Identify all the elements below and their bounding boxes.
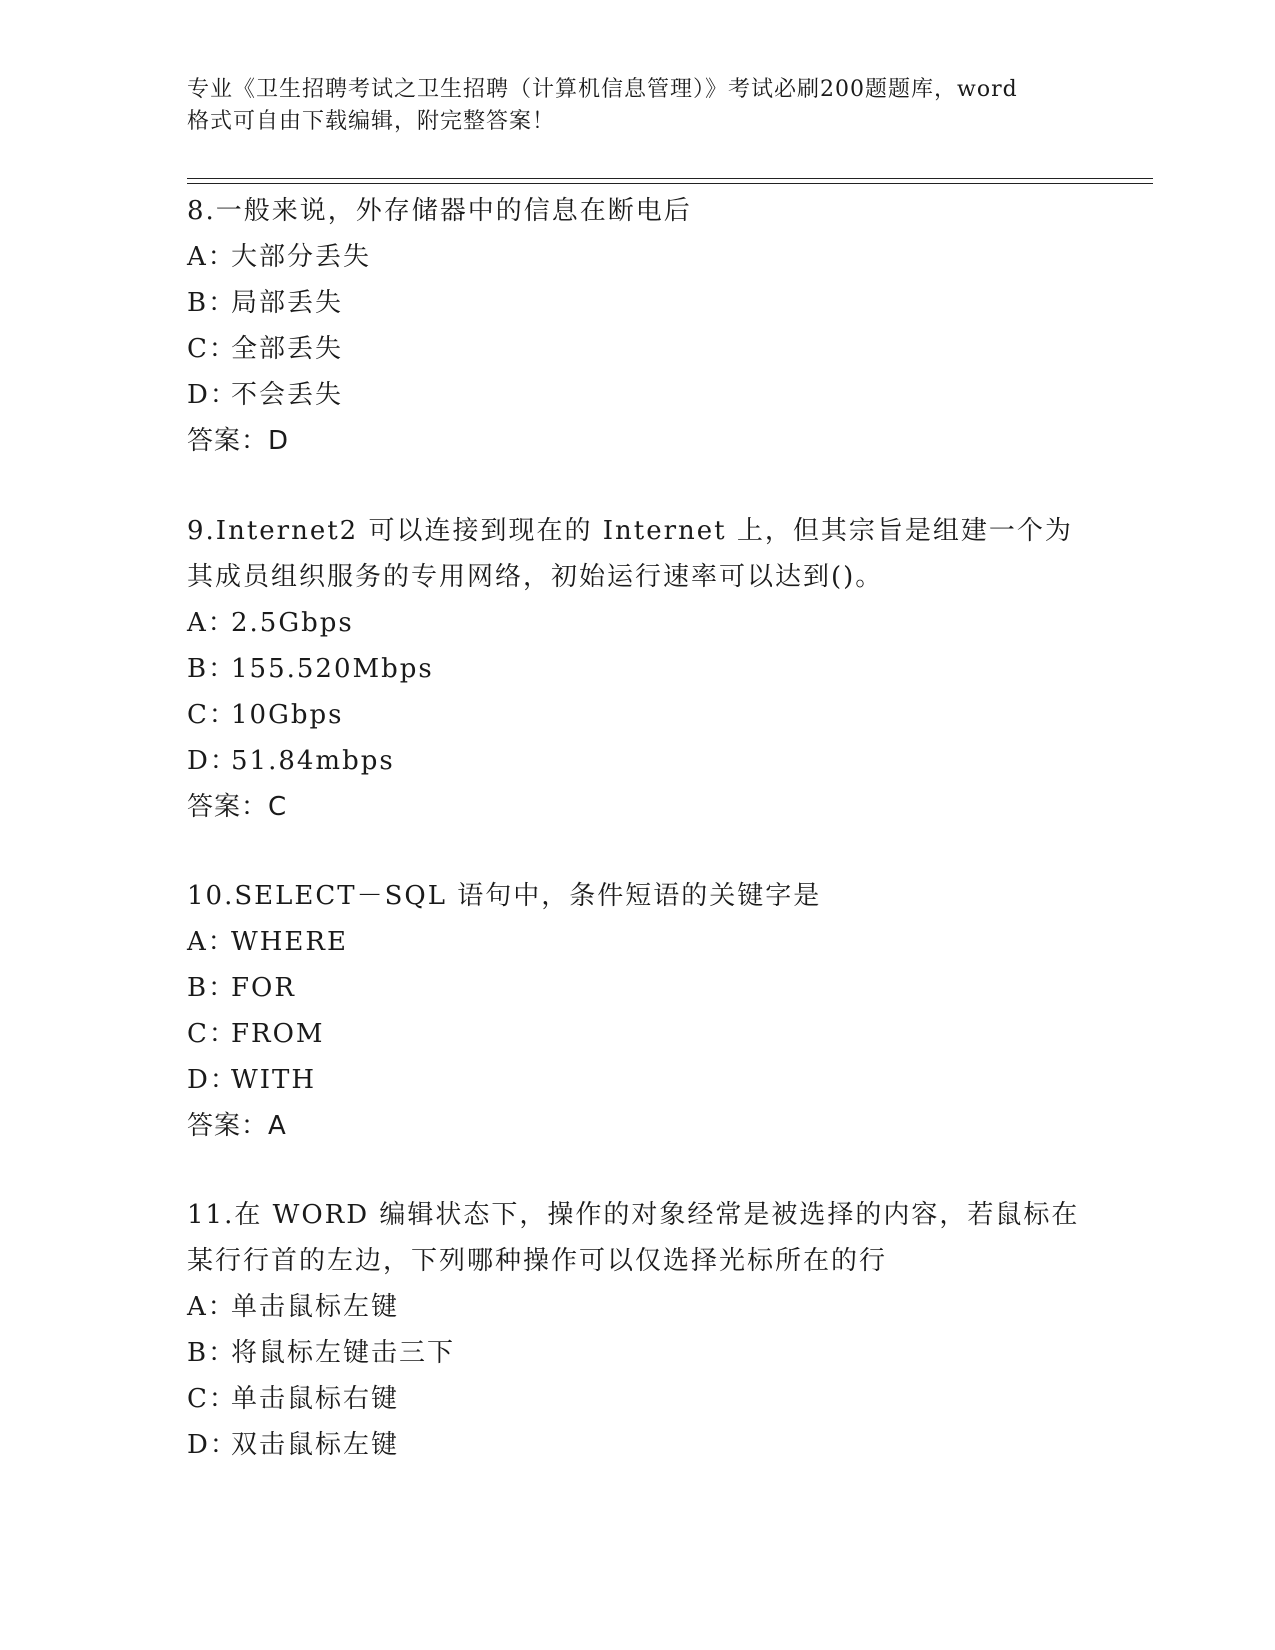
- option-key: D：: [187, 380, 238, 410]
- option-key: C：: [187, 1384, 237, 1414]
- option-key: B：: [187, 973, 237, 1003]
- option-text: 局部丢失: [231, 288, 344, 318]
- option-d: [187, 738, 1087, 784]
- option-c: [187, 326, 1087, 372]
- option-text: 51.84mbps: [231, 746, 395, 776]
- option-text: WHERE: [231, 927, 348, 957]
- question-stem-continued: 其成员组织服务的专用网络，初始运行速率可以达到()。: [187, 562, 884, 592]
- option-key: A：: [187, 242, 236, 272]
- option-b: [187, 280, 1087, 326]
- option-text: 全部丢失: [231, 334, 344, 364]
- document-header: [187, 74, 1087, 138]
- option-key: A：: [187, 1292, 236, 1322]
- option-text: 将鼠标左键击三下: [231, 1338, 456, 1368]
- option-key: C：: [187, 334, 237, 364]
- option-text: 单击鼠标左键: [231, 1292, 400, 1322]
- header-divider-top: [187, 178, 1153, 179]
- option-c: [187, 1376, 1087, 1422]
- option-a: [187, 1284, 1087, 1330]
- option-key: A：: [187, 927, 236, 957]
- option-text: 单击鼠标右键: [231, 1384, 400, 1414]
- question-stem: 11.在 WORD 编辑状态下，操作的对象经常是被选择的内容，若鼠标在: [187, 1200, 1080, 1230]
- option-a: [187, 234, 1087, 280]
- option-key: C：: [187, 700, 237, 730]
- question-11: [187, 1192, 1087, 1468]
- option-a: [187, 600, 1087, 646]
- question-stem: 10.SELECT－SQL 语句中，条件短语的关键字是: [187, 881, 822, 911]
- option-key: D：: [187, 1430, 238, 1460]
- option-text: FOR: [231, 973, 296, 1003]
- option-d: [187, 1422, 1087, 1468]
- question-10: [187, 873, 1087, 1149]
- option-key: B：: [187, 288, 237, 318]
- option-c: [187, 1011, 1087, 1057]
- question-stem-continued: 某行行首的左边，下列哪种操作可以仅选择光标所在的行: [187, 1246, 888, 1276]
- header-divider-bottom: [187, 183, 1153, 184]
- header-line-1: 专业《卫生招聘考试之卫生招聘（计算机信息管理）》考试必刷200题题库，word: [187, 77, 1018, 102]
- option-text: FROM: [231, 1019, 325, 1049]
- answer-label: 答案：A: [187, 1111, 287, 1141]
- question-8: [187, 188, 1087, 464]
- option-key: B：: [187, 654, 237, 684]
- option-text: 不会丢失: [231, 380, 344, 410]
- option-text: 双击鼠标左键: [231, 1430, 400, 1460]
- option-key: D：: [187, 746, 238, 776]
- question-stem: 9.Internet2 可以连接到现在的 Internet 上，但其宗旨是组建一个为: [187, 516, 1073, 546]
- option-text: 2.5Gbps: [231, 608, 354, 638]
- option-b: [187, 1330, 1087, 1376]
- option-text: WITH: [231, 1065, 317, 1095]
- option-b: [187, 646, 1087, 692]
- option-d: [187, 1057, 1087, 1103]
- option-key: B：: [187, 1338, 237, 1368]
- option-key: A：: [187, 608, 236, 638]
- option-text: 155.520Mbps: [231, 654, 434, 684]
- option-key: C：: [187, 1019, 237, 1049]
- answer-label: 答案：D: [187, 426, 290, 456]
- option-a: [187, 919, 1087, 965]
- option-b: [187, 965, 1087, 1011]
- option-text: 10Gbps: [231, 700, 344, 730]
- answer-label: 答案：C: [187, 792, 288, 822]
- question-9: [187, 508, 1087, 830]
- option-d: [187, 372, 1087, 418]
- option-text: 大部分丢失: [231, 242, 372, 272]
- header-line-2: 格式可自由下载编辑，附完整答案！: [187, 109, 556, 134]
- option-key: D：: [187, 1065, 238, 1095]
- option-c: [187, 692, 1087, 738]
- question-stem: 8.一般来说，外存储器中的信息在断电后: [187, 196, 692, 226]
